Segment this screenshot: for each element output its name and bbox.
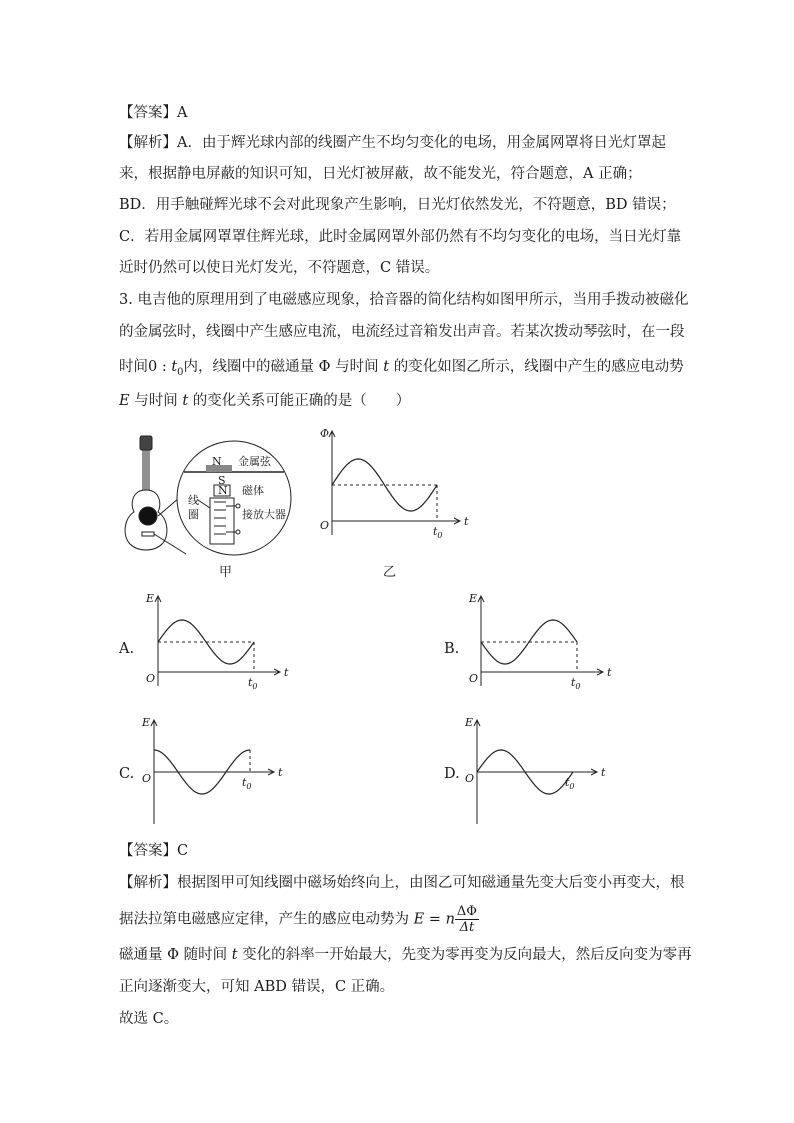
- q2-analysis-line: C．若用金属网罩罩住辉光球，此时金属网罩外部仍然有不均匀变化的电场，当日光灯靠: [119, 229, 682, 245]
- solution-line3: 磁通量 Φ 随时间 t 变化的斜率一开始最大，先变为零再变为反向最大，然后反向变为零再: [119, 947, 692, 963]
- figure-jia: [118, 432, 308, 582]
- option-a-letter[interactable]: A.: [119, 641, 135, 657]
- x-axis-label: t: [607, 666, 612, 679]
- t0-label: $t_0$: [242, 776, 252, 791]
- q2-analysis-line: 近时仍然可以使日光灯发光，不符题意，C 错误。: [119, 260, 440, 276]
- string-label: 金属弦: [238, 455, 271, 468]
- figure-yi-caption: 乙: [383, 565, 397, 580]
- coil-label-2: 圈: [188, 508, 199, 521]
- n-mid-label: N: [218, 484, 228, 497]
- option-d-letter[interactable]: D.: [444, 766, 460, 782]
- option-b-graph[interactable]: [463, 590, 613, 690]
- figure-yi: [310, 425, 470, 545]
- option-d-graph[interactable]: [463, 714, 613, 826]
- solution-line2: 据法拉第电磁感应定律，产生的感应电动势为 E = n $\frac{\Delta\Phi}{\Delta t}$: [119, 904, 477, 935]
- figure-jia-caption: 甲: [219, 565, 233, 580]
- x-axis-label: t: [464, 515, 469, 528]
- x-axis-label: t: [278, 766, 283, 779]
- origin-label: O: [465, 772, 475, 785]
- x-axis-label: t: [601, 766, 606, 779]
- t0-label: $t_0$: [433, 525, 443, 540]
- formula-fraction: $\frac{\Delta\Phi}{\Delta t}$: [456, 904, 477, 935]
- origin-label: O: [320, 519, 330, 532]
- n-top-label: N: [212, 455, 222, 468]
- magnet-label: 磁体: [242, 484, 264, 497]
- q2-answer: 【答案】A: [119, 105, 188, 121]
- option-c-graph[interactable]: [140, 714, 290, 826]
- solution-answer: 【答案】C: [119, 843, 189, 859]
- range-text: 0 :: [148, 359, 172, 375]
- y-axis-label: E: [465, 716, 474, 729]
- y-axis-label: E: [142, 716, 151, 729]
- option-a-graph[interactable]: [140, 590, 290, 690]
- q3-stem-line4: E 与时间 t 的变化关系可能正确的是（ ）: [119, 393, 411, 409]
- q3-stem-line3: 时间0 : $t_0$内，线圈中的磁通量 Φ 与时间 t 的变化如图乙所示，线圈中产生的感应电动势: [119, 359, 684, 378]
- q2-analysis-line: 【解析】A．由于辉光球内部的线圈产生不均匀变化的电场，用金属网罩将日光灯罩起: [119, 135, 666, 151]
- q2-analysis-line: 来，根据静电屏蔽的知识可知，日光灯被屏蔽，故不能发光，符合题意，A 正确；: [119, 166, 642, 182]
- y-axis-label: Φ: [320, 427, 330, 440]
- origin-label: O: [146, 672, 156, 685]
- option-c-letter[interactable]: C.: [119, 766, 135, 782]
- origin-label: O: [469, 672, 479, 685]
- t0-label: $t_0$: [248, 676, 258, 691]
- q3-stem-line: 3. 电吉他的原理用到了电磁感应现象，拾音器的简化结构如图甲所示，当用手拨动被磁化: [119, 292, 689, 308]
- q3-stem-line: 的金属弦时，线圈中产生感应电流，电流经过音箱发出声音。若某次拨动琴弦时，在一段: [119, 324, 685, 340]
- option-b-letter[interactable]: B.: [444, 641, 460, 657]
- coil-label-1: 线: [188, 494, 199, 507]
- t0-label: $t_0$: [571, 676, 581, 691]
- origin-label: O: [142, 772, 152, 785]
- y-axis-label: E: [146, 592, 155, 605]
- flux-curve: [332, 459, 437, 511]
- s-label: S: [218, 474, 226, 487]
- t0-label: $t_0$: [565, 776, 575, 791]
- y-axis-label: E: [469, 592, 478, 605]
- x-axis-label: t: [284, 666, 289, 679]
- solution-line: 正向逐渐变大，可知 ABD 错误，C 正确。: [119, 979, 395, 995]
- q2-analysis-line: BD．用手触碰辉光球不会对此现象产生影响，日光灯依然发光，不符题意，BD 错误；: [119, 197, 676, 213]
- solution-line: 故选 C。: [119, 1011, 179, 1027]
- solution-line: 【解析】根据图甲可知线圈中磁场始终向上，由图乙可知磁通量先变大后变小再变大，根: [119, 875, 685, 891]
- amp-label: 接放大器: [242, 508, 286, 521]
